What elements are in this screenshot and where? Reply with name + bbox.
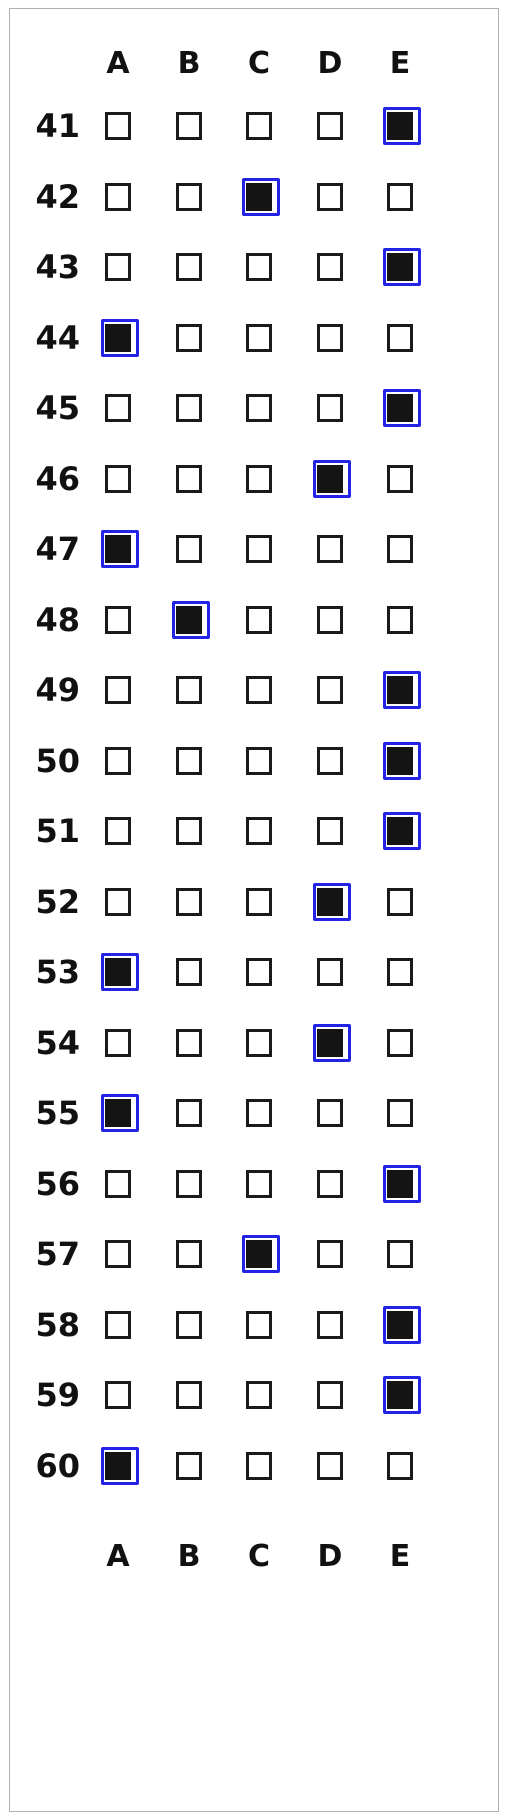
answer-box-45-b[interactable] (176, 394, 202, 422)
question-number: 43 (35, 248, 80, 286)
answer-box-60-c[interactable] (246, 1452, 272, 1480)
answer-box-54-b[interactable] (176, 1029, 202, 1057)
answer-box-49-a[interactable] (105, 676, 131, 704)
detected-mark-highlight (172, 601, 210, 639)
detected-mark-highlight (383, 1306, 421, 1344)
detected-mark-highlight (383, 389, 421, 427)
question-number: 44 (35, 318, 80, 357)
question-number: 59 (35, 1376, 80, 1414)
detected-mark-highlight (101, 1447, 139, 1485)
question-number: 52 (35, 882, 80, 921)
answer-box-46-c[interactable] (246, 465, 272, 493)
column-label-a-top: A (106, 46, 130, 81)
answer-box-48-a[interactable] (105, 606, 131, 634)
answer-box-47-b[interactable] (176, 535, 202, 563)
answer-box-51-b[interactable] (176, 817, 202, 845)
answer-box-56-a[interactable] (105, 1170, 131, 1198)
answer-box-55-b[interactable] (176, 1099, 202, 1127)
answer-box-58-b[interactable] (176, 1311, 202, 1339)
answer-box-43-a[interactable] (105, 253, 131, 281)
question-number: 50 (35, 741, 80, 780)
detected-mark-highlight (313, 1024, 351, 1062)
detected-mark-highlight (313, 883, 351, 921)
detected-mark-highlight (101, 1094, 139, 1132)
answer-box-51-d[interactable] (317, 817, 343, 845)
detected-mark-highlight (242, 178, 280, 216)
answer-box-57-b[interactable] (176, 1240, 202, 1268)
question-number: 51 (35, 812, 80, 850)
answer-box-56-c[interactable] (246, 1170, 272, 1198)
answer-box-42-d[interactable] (317, 183, 343, 211)
answer-box-55-d[interactable] (317, 1099, 343, 1127)
answer-box-51-a[interactable] (105, 817, 131, 845)
answer-box-57-e[interactable] (387, 1240, 413, 1268)
answer-box-58-c[interactable] (246, 1311, 272, 1339)
question-number: 42 (35, 177, 80, 216)
question-number: 48 (35, 600, 80, 639)
answer-box-47-e[interactable] (387, 535, 413, 563)
answer-box-45-d[interactable] (317, 394, 343, 422)
detected-mark-highlight (383, 742, 421, 780)
column-label-b-top: B (177, 46, 201, 81)
column-label-a-bottom: A (106, 1539, 130, 1574)
question-number: 53 (35, 953, 80, 991)
answer-box-50-c[interactable] (246, 747, 272, 775)
column-label-e-bottom: E (389, 1539, 411, 1574)
question-number: 45 (35, 389, 80, 427)
answer-box-50-b[interactable] (176, 747, 202, 775)
answer-box-41-c[interactable] (246, 112, 272, 140)
answer-box-44-e[interactable] (387, 324, 413, 352)
answer-box-46-e[interactable] (387, 465, 413, 493)
answer-box-60-d[interactable] (317, 1452, 343, 1480)
answer-box-50-a[interactable] (105, 747, 131, 775)
detected-mark-highlight (242, 1235, 280, 1273)
column-label-b-bottom: B (177, 1539, 201, 1574)
answer-box-43-d[interactable] (317, 253, 343, 281)
answer-box-46-a[interactable] (105, 465, 131, 493)
answer-box-51-c[interactable] (246, 817, 272, 845)
answer-box-44-c[interactable] (246, 324, 272, 352)
answer-box-59-d[interactable] (317, 1381, 343, 1409)
question-number: 60 (35, 1446, 80, 1485)
answer-box-52-c[interactable] (246, 888, 272, 916)
answer-box-58-a[interactable] (105, 1311, 131, 1339)
answer-box-53-b[interactable] (176, 958, 202, 986)
answer-box-43-c[interactable] (246, 253, 272, 281)
answer-box-47-d[interactable] (317, 535, 343, 563)
question-number: 58 (35, 1305, 80, 1344)
detected-mark-highlight (101, 319, 139, 357)
detected-mark-highlight (101, 953, 139, 991)
answer-box-50-d[interactable] (317, 747, 343, 775)
answer-box-55-c[interactable] (246, 1099, 272, 1127)
question-number: 49 (35, 671, 80, 709)
answer-box-52-e[interactable] (387, 888, 413, 916)
detected-mark-highlight (313, 460, 351, 498)
answer-box-41-a[interactable] (105, 112, 131, 140)
answer-box-48-e[interactable] (387, 606, 413, 634)
detected-mark-highlight (383, 107, 421, 145)
question-number: 41 (35, 107, 80, 145)
column-label-d-bottom: D (317, 1539, 343, 1574)
column-label-e-top: E (389, 46, 411, 81)
answer-box-47-c[interactable] (246, 535, 272, 563)
answer-box-53-e[interactable] (387, 958, 413, 986)
question-number: 46 (35, 459, 80, 498)
question-number: 57 (35, 1235, 80, 1273)
detected-mark-highlight (101, 530, 139, 568)
column-label-c-top: C (247, 46, 271, 81)
answer-box-56-b[interactable] (176, 1170, 202, 1198)
answer-box-52-a[interactable] (105, 888, 131, 916)
detected-mark-highlight (383, 248, 421, 286)
detected-mark-highlight (383, 1165, 421, 1203)
detected-mark-highlight (383, 812, 421, 850)
answer-box-45-c[interactable] (246, 394, 272, 422)
answer-box-59-a[interactable] (105, 1381, 131, 1409)
answer-box-60-b[interactable] (176, 1452, 202, 1480)
answer-box-54-c[interactable] (246, 1029, 272, 1057)
answer-box-60-e[interactable] (387, 1452, 413, 1480)
answer-box-49-c[interactable] (246, 676, 272, 704)
column-label-c-bottom: C (247, 1539, 271, 1574)
answer-box-49-d[interactable] (317, 676, 343, 704)
answer-box-45-a[interactable] (105, 394, 131, 422)
answer-box-55-e[interactable] (387, 1099, 413, 1127)
question-number: 55 (35, 1094, 80, 1132)
answer-box-53-d[interactable] (317, 958, 343, 986)
answer-box-49-b[interactable] (176, 676, 202, 704)
answer-box-56-d[interactable] (317, 1170, 343, 1198)
answer-box-42-e[interactable] (387, 183, 413, 211)
question-number: 56 (35, 1164, 80, 1203)
answer-box-58-d[interactable] (317, 1311, 343, 1339)
answer-box-57-d[interactable] (317, 1240, 343, 1268)
answer-box-59-b[interactable] (176, 1381, 202, 1409)
answer-box-57-a[interactable] (105, 1240, 131, 1268)
detected-mark-highlight (383, 671, 421, 709)
answer-box-43-b[interactable] (176, 253, 202, 281)
detected-mark-highlight (383, 1376, 421, 1414)
answer-box-46-b[interactable] (176, 465, 202, 493)
question-number: 47 (35, 530, 80, 568)
answer-box-44-d[interactable] (317, 324, 343, 352)
answer-box-44-b[interactable] (176, 324, 202, 352)
answer-sheet (9, 8, 499, 1812)
answer-box-41-d[interactable] (317, 112, 343, 140)
answer-box-59-c[interactable] (246, 1381, 272, 1409)
answer-box-42-b[interactable] (176, 183, 202, 211)
answer-box-42-a[interactable] (105, 183, 131, 211)
column-label-d-top: D (317, 46, 343, 81)
answer-box-48-d[interactable] (317, 606, 343, 634)
answer-box-54-e[interactable] (387, 1029, 413, 1057)
answer-box-54-a[interactable] (105, 1029, 131, 1057)
answer-box-41-b[interactable] (176, 112, 202, 140)
answer-box-53-c[interactable] (246, 958, 272, 986)
answer-box-48-c[interactable] (246, 606, 272, 634)
question-number: 54 (35, 1023, 80, 1062)
answer-box-52-b[interactable] (176, 888, 202, 916)
